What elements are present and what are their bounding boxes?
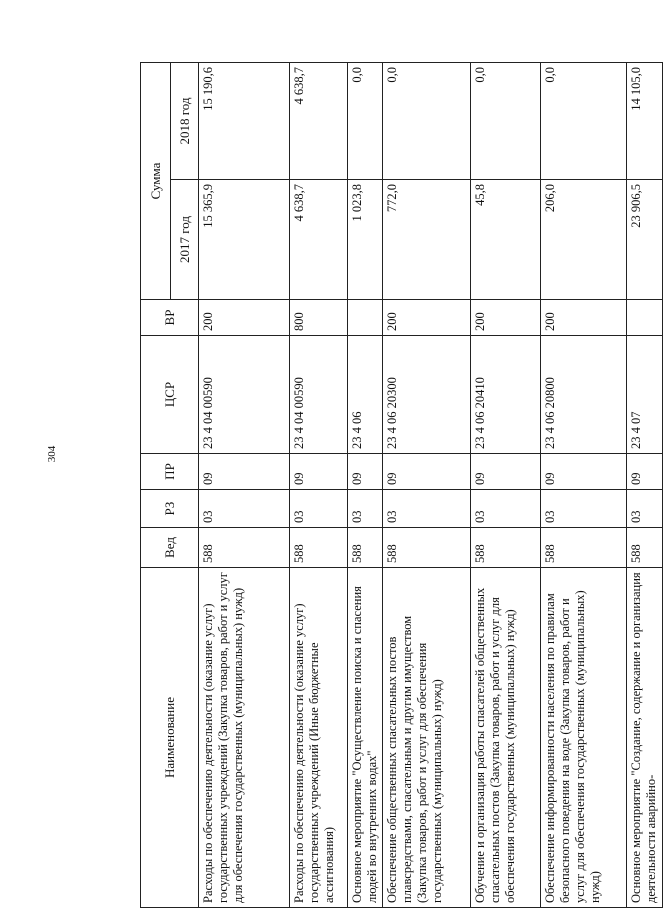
budget-table-rotated xyxy=(140,63,658,908)
budget-table xyxy=(140,62,663,908)
row-vr xyxy=(627,300,663,336)
row-pr: 09 xyxy=(471,454,541,490)
header-2017: 2017 год xyxy=(171,180,199,300)
row-vr: 800 xyxy=(290,300,348,336)
row-pr: 09 xyxy=(290,454,348,490)
table-row xyxy=(541,63,627,908)
row-ved: 588 xyxy=(541,528,627,568)
row-ved: 588 xyxy=(471,528,541,568)
page-number: 304 xyxy=(46,445,58,463)
row-name: Расходы по обеспечению деятельности (оказание услуг) государственных учреждений (Закупка товаров, работ и услуг для обеспечения государственных (муниципальных) нужд) xyxy=(199,568,290,908)
table-row xyxy=(383,63,471,908)
row-rz: 03 xyxy=(471,490,541,528)
table-row xyxy=(199,63,290,908)
row-name: Обучение и организация работы спасателей общественных спасательных постов (Закупка товаров, работ и услуг для обеспечения государственных (муниципальных) нужд) xyxy=(471,568,541,908)
row-rz: 03 xyxy=(290,490,348,528)
row-pr: 09 xyxy=(348,454,383,490)
row-ved: 588 xyxy=(348,528,383,568)
row-2018: 15 190,6 xyxy=(199,63,290,180)
row-2018: 14 105,0 xyxy=(627,63,663,180)
row-rz: 03 xyxy=(199,490,290,528)
row-2017: 206,0 xyxy=(541,180,627,300)
row-name: Основное мероприятие "Осуществление поиска и спасения людей во внутренних водах" xyxy=(348,568,383,908)
row-name: Расходы по обеспечению деятельности (оказание услуг) государственных учреждений (Иные бюджетные ассигнования) xyxy=(290,568,348,908)
row-vr: 200 xyxy=(541,300,627,336)
row-rz: 03 xyxy=(348,490,383,528)
row-vr: 200 xyxy=(199,300,290,336)
row-vr: 200 xyxy=(383,300,471,336)
row-2017: 15 365,9 xyxy=(199,180,290,300)
row-vr: 200 xyxy=(471,300,541,336)
row-vr xyxy=(348,300,383,336)
row-2018: 0,0 xyxy=(541,63,627,180)
row-2018: 0,0 xyxy=(383,63,471,180)
row-2017: 23 906,5 xyxy=(627,180,663,300)
row-csr: 23 4 07 xyxy=(627,336,663,454)
row-rz: 03 xyxy=(541,490,627,528)
header-ved: Вед xyxy=(141,528,199,568)
row-2017: 1 023,8 xyxy=(348,180,383,300)
row-pr: 09 xyxy=(541,454,627,490)
row-csr: 23 4 06 20800 xyxy=(541,336,627,454)
row-2018: 0,0 xyxy=(471,63,541,180)
table-row xyxy=(627,63,663,908)
row-2017: 772,0 xyxy=(383,180,471,300)
row-rz: 03 xyxy=(383,490,471,528)
row-2017: 4 638,7 xyxy=(290,180,348,300)
row-2018: 4 638,7 xyxy=(290,63,348,180)
row-csr: 23 4 04 00590 xyxy=(290,336,348,454)
row-csr: 23 4 04 00590 xyxy=(199,336,290,454)
table-row xyxy=(348,63,383,908)
row-pr: 09 xyxy=(627,454,663,490)
header-vr: ВР xyxy=(141,300,199,336)
header-pr: ПР xyxy=(141,454,199,490)
row-name: Обеспечение общественных спасательных постов плавсредствами, спасательным и другим имуществом (Закупка товаров, работ и услуг для обеспечения государственных (муниципальных) нужд) xyxy=(383,568,471,908)
row-pr: 09 xyxy=(199,454,290,490)
table-row xyxy=(290,63,348,908)
row-ved: 588 xyxy=(199,528,290,568)
header-name: Наименование xyxy=(141,568,199,908)
header-sum: Сумма xyxy=(141,63,171,300)
row-ved: 588 xyxy=(290,528,348,568)
row-ved: 588 xyxy=(383,528,471,568)
row-csr: 23 4 06 20410 xyxy=(471,336,541,454)
row-2018: 0,0 xyxy=(348,63,383,180)
row-rz: 03 xyxy=(627,490,663,528)
row-2017: 45,8 xyxy=(471,180,541,300)
row-csr: 23 4 06 xyxy=(348,336,383,454)
header-2018: 2018 год xyxy=(171,63,199,180)
row-pr: 09 xyxy=(383,454,471,490)
header-rz: РЗ xyxy=(141,490,199,528)
row-name: Обеспечение информированности населения по правилам безопасного поведения на воде (Закупка товаров, работ и услуг для обеспечения государственных (муниципальных) нужд) xyxy=(541,568,627,908)
table-row xyxy=(471,63,541,908)
row-name: Основное мероприятие "Создание, содержание и организация деятельности аварийно- xyxy=(627,568,663,908)
row-ved: 588 xyxy=(627,528,663,568)
header-csr: ЦСР xyxy=(141,336,199,454)
row-csr: 23 4 06 20300 xyxy=(383,336,471,454)
